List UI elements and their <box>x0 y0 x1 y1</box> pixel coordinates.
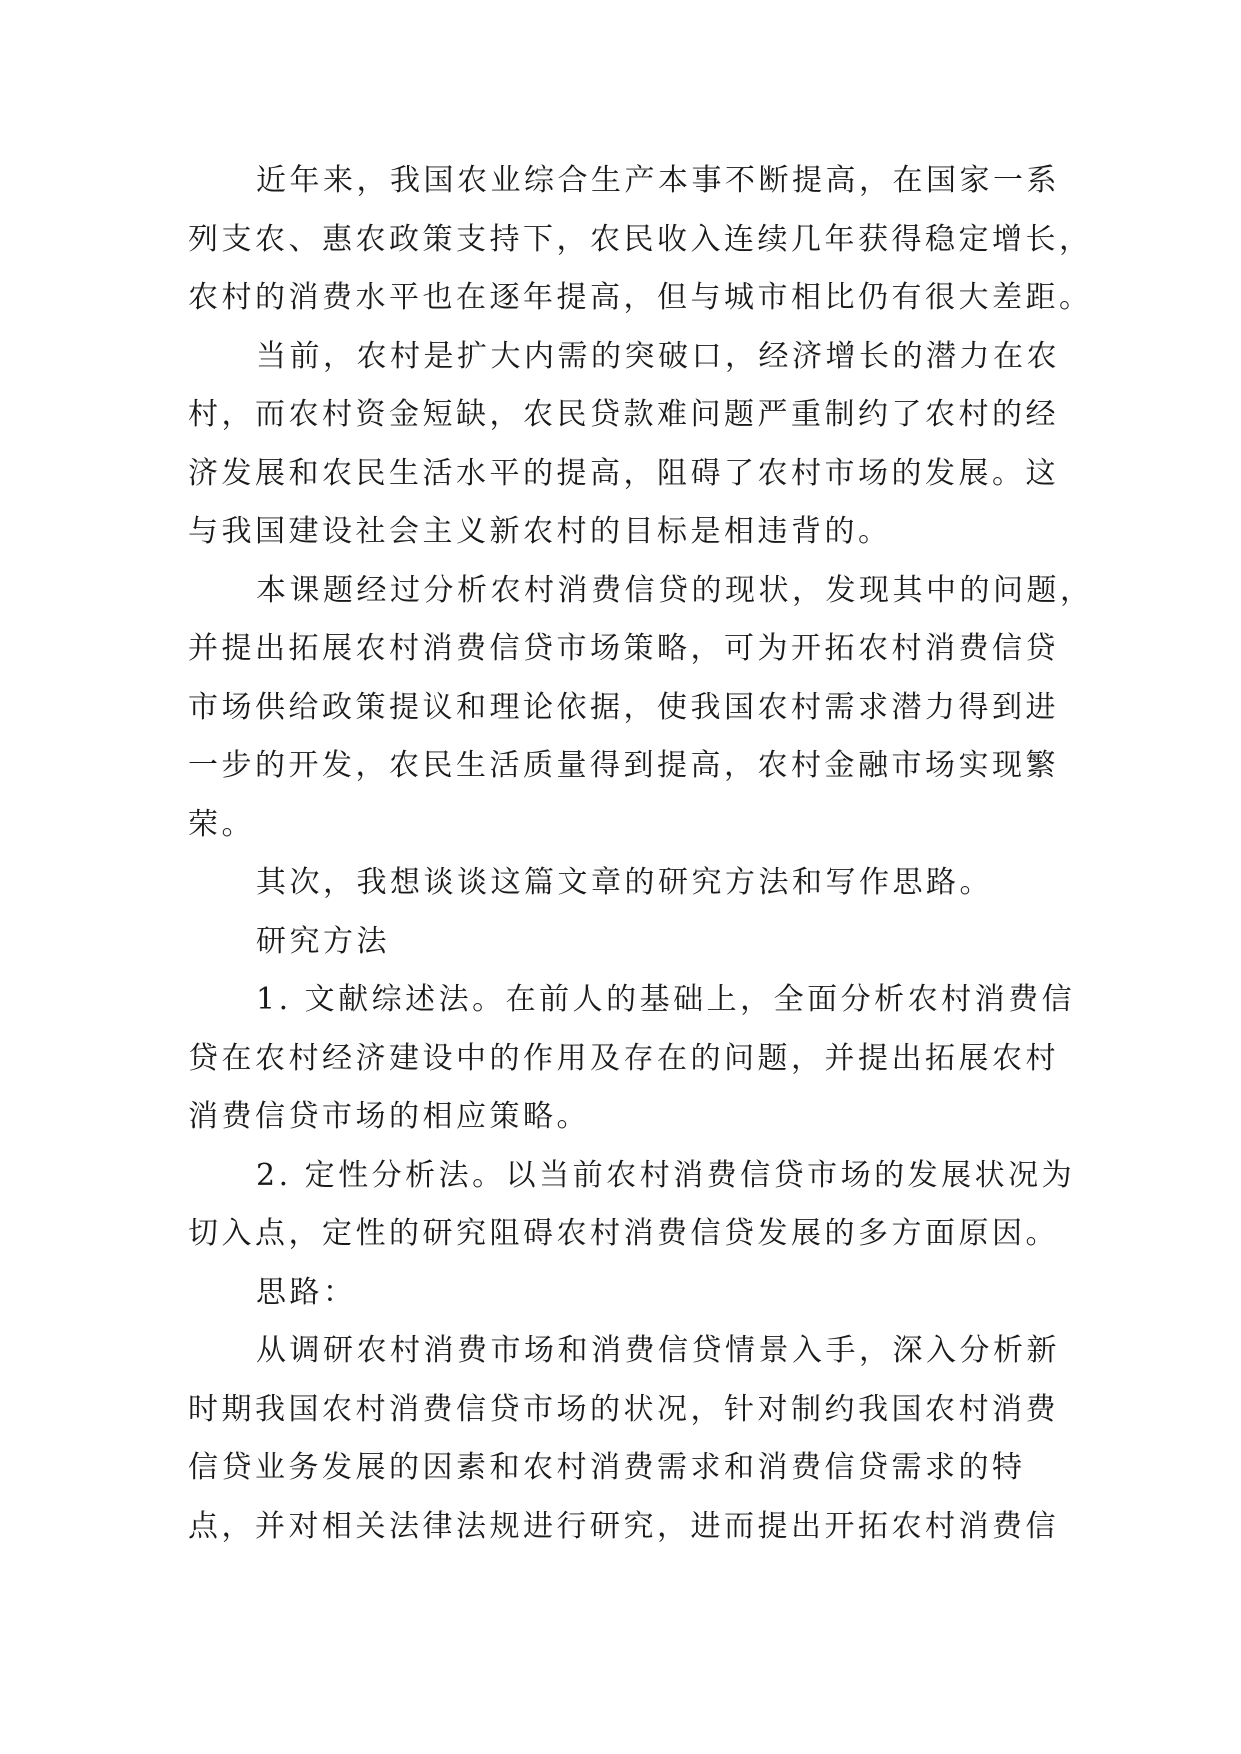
text-line: 市场供给政策提议和理论依据，使我国农村需求潜力得到进 <box>188 689 1059 725</box>
text-line: 与我国建设社会主义新农村的目标是相违背的。 <box>188 514 892 549</box>
text-line: 当前，农村是扩大内需的突破口，经济增长的潜力在农 <box>256 338 1060 374</box>
text-line: 本课题经过分析农村消费信贷的现状，发现其中的问题， <box>256 572 1094 608</box>
text-line: 切入点，定性的研究阻碍农村消费信贷发展的多方面原因。 <box>188 1216 1059 1251</box>
text-line: 时期我国农村消费信贷市场的状况，针对制约我国农村消费 <box>188 1391 1059 1427</box>
text-line: 荣。 <box>188 806 255 842</box>
text-line: 2. 定性分析法。以当前农村消费信贷市场的发展状况为 <box>256 1157 1076 1193</box>
text-line: 并提出拓展农村消费信贷市场策略，可为开拓农村消费信贷 <box>188 631 1059 666</box>
text-line: 点，并对相关法律法规进行研究，进而提出开拓农村消费信 <box>188 1508 1059 1544</box>
text-line: 信贷业务发展的因素和农村消费需求和消费信贷需求的特 <box>188 1450 1026 1485</box>
text-line: 1. 文献综述法。在前人的基础上，全面分析农村消费信 <box>256 982 1076 1017</box>
section-heading: 研究方法 <box>256 923 390 959</box>
text-line: 一步的开发，农民生活质量得到提高，农村金融市场实现繁 <box>188 748 1059 783</box>
text-line: 从调研农村消费市场和消费信贷情景入手，深入分析新 <box>256 1333 1060 1368</box>
section-heading: 思路： <box>256 1274 357 1310</box>
document-body <box>188 152 1094 1556</box>
text-line: 其次，我想谈谈这篇文章的研究方法和写作思路。 <box>256 865 993 900</box>
text-line: 村，而农村资金短缺，农民贷款难问题严重制约了农村的经 <box>188 397 1059 432</box>
text-line: 贷在农村经济建设中的作用及存在的问题，并提出拓展农村 <box>188 1040 1059 1076</box>
text-line: 消费信贷市场的相应策略。 <box>188 1099 590 1134</box>
text-line: 济发展和农民生活水平的提高，阻碍了农村市场的发展。这 <box>188 455 1059 491</box>
text-line: 列支农、惠农政策支持下，农民收入连续几年获得稳定增长， <box>188 221 1093 257</box>
text-line: 近年来，我国农业综合生产本事不断提高，在国家一系 <box>256 163 1060 198</box>
text-line: 农村的消费水平也在逐年提高，但与城市相比仍有很大差距。 <box>188 280 1093 315</box>
